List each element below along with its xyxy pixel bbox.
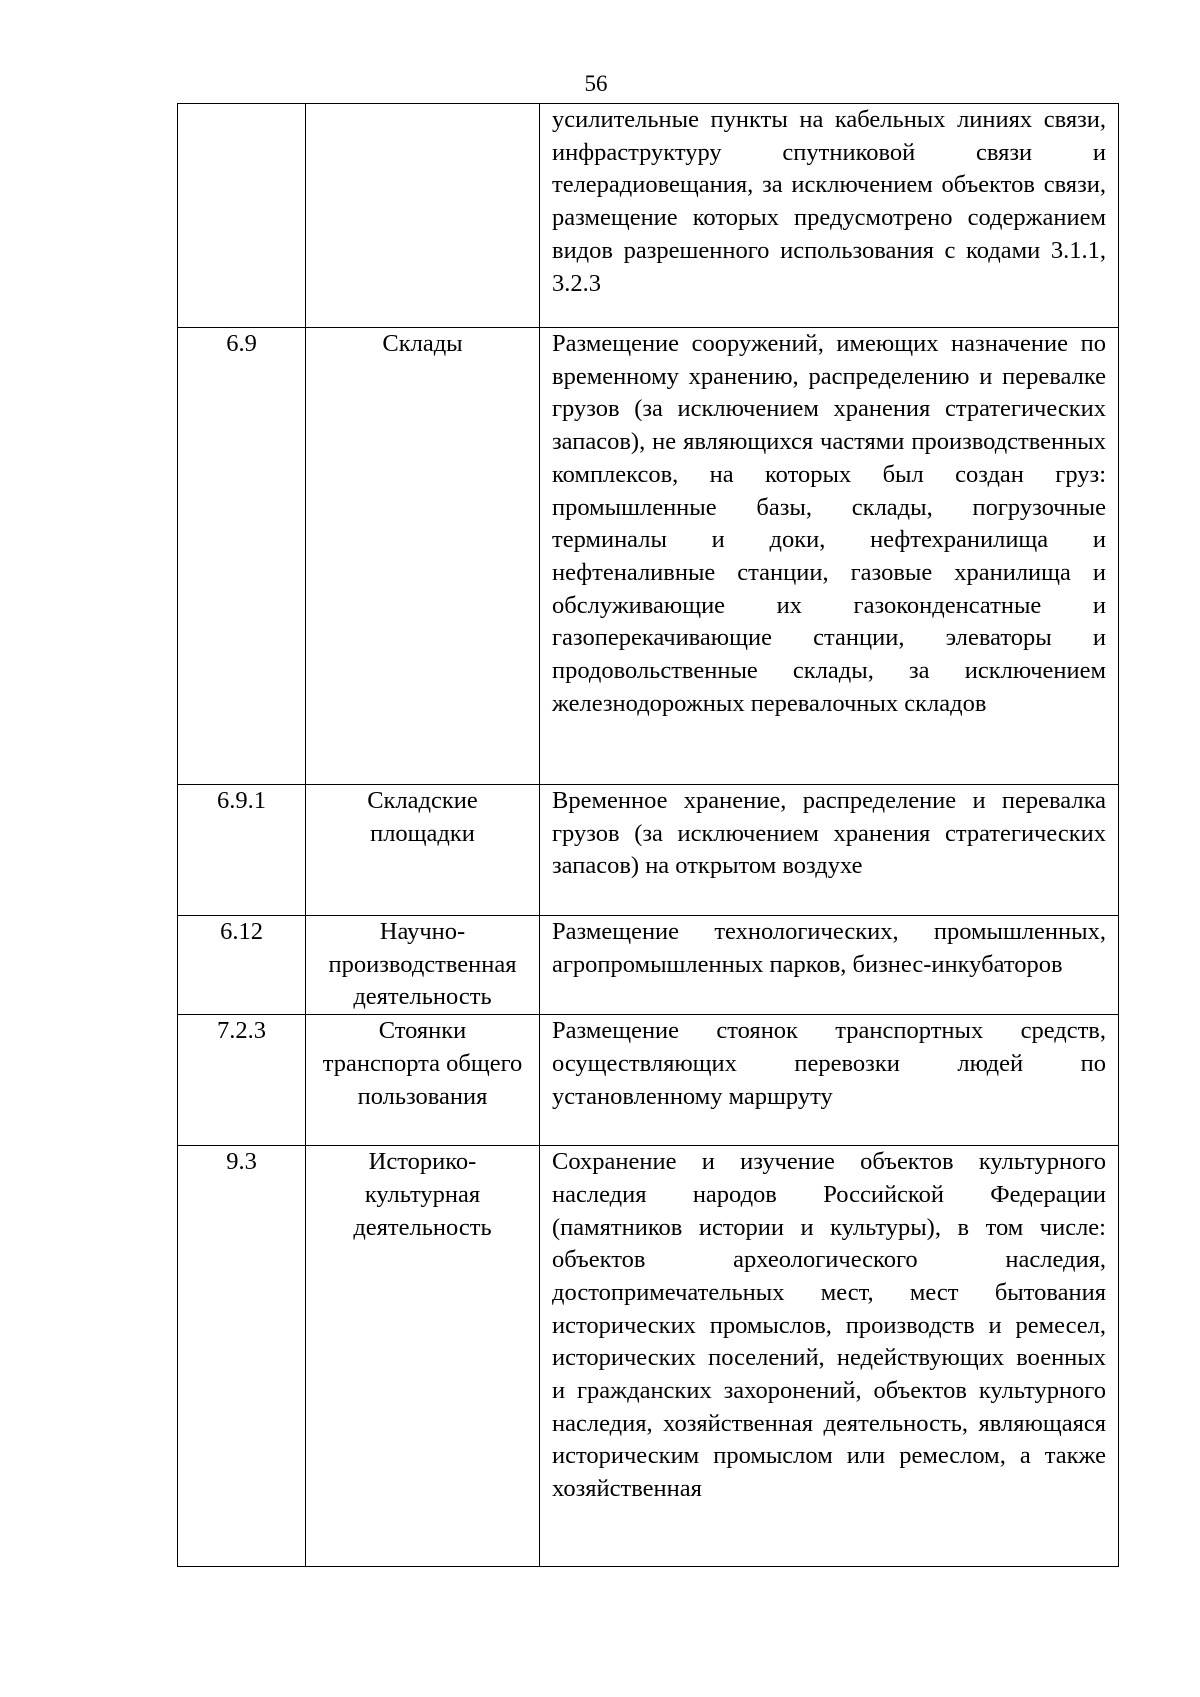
land-use-code: 7.2.3 (178, 1015, 306, 1146)
table-row (178, 916, 1119, 1015)
land-use-name: Научно-производственная деятельность (306, 916, 540, 1015)
description-text: Временное хранение, распределение и перевалка грузов (за исключением хранения стратегических запасов) на открытом воздухе (552, 787, 1106, 880)
land-use-description (540, 785, 1119, 916)
table-row (178, 1146, 1119, 1567)
land-use-name: Складские площадки (306, 785, 540, 916)
description-text: Размещение технологических, промышленных, агропромышленных парков, бизнес-инкубаторов (552, 918, 1106, 978)
description-text: усилительные пункты на кабельных линиях связи, инфраструктуру спутниковой связи и телерадиовещания, за исключением объектов связи, размещение которых предусмотрено содержанием видов разрешенного использования с кодами 3.1.1, 3.2.3 (552, 106, 1106, 297)
table-row (178, 785, 1119, 916)
page-number: 56 (584, 71, 608, 96)
description-text: Размещение сооружений, имеющих назначение по временному хранению, распределению и перевалке грузов (за исключением хранения стратегических запасов), не являющихся частями производственных комплексов, на которых был создан груз: промышленные базы, склады, погрузочные терминалы и доки, нефтехранилища и нефтеналивные станции, газовые хранилища и обслуживающие их газоконденсатные и газоперекачивающие станции, элеваторы и продовольственные склады, за исключением железнодорожных перевалочных складов (552, 330, 1106, 717)
table-row (178, 1015, 1119, 1146)
land-use-description (540, 1146, 1119, 1567)
description-text: Сохранение и изучение объектов культурного наследия народов Российской Федерации (памятников истории и культуры), в том числе: объектов археологического наследия, достопримечательных мест, мест бытования исторических промыслов, производств и ремесел, исторических поселений, недействующих военных и гражданских захоронений, объектов культурного наследия, хозяйственная деятельность, являющаяся историческим промыслом или ремеслом, а также хозяйственная (552, 1148, 1106, 1503)
land-use-code: 6.12 (178, 916, 306, 1015)
land-use-name: Стоянки транспорта общего пользования (306, 1015, 540, 1146)
land-use-name: Склады (306, 328, 540, 785)
land-use-table (177, 103, 1119, 1567)
table-row (178, 328, 1119, 785)
land-use-description (540, 328, 1119, 785)
land-use-code: 9.3 (178, 1146, 306, 1567)
land-use-description (540, 1015, 1119, 1146)
land-use-description (540, 104, 1119, 328)
land-use-code: 6.9 (178, 328, 306, 785)
description-text: Размещение стоянок транспортных средств, осуществляющих перевозки людей по установленному маршруту (552, 1017, 1106, 1110)
land-use-description (540, 916, 1119, 1015)
table-row (178, 104, 1119, 328)
land-use-code: 6.9.1 (178, 785, 306, 916)
land-use-code (178, 104, 306, 328)
land-use-name: Историко-культурная деятельность (306, 1146, 540, 1567)
land-use-name (306, 104, 540, 328)
